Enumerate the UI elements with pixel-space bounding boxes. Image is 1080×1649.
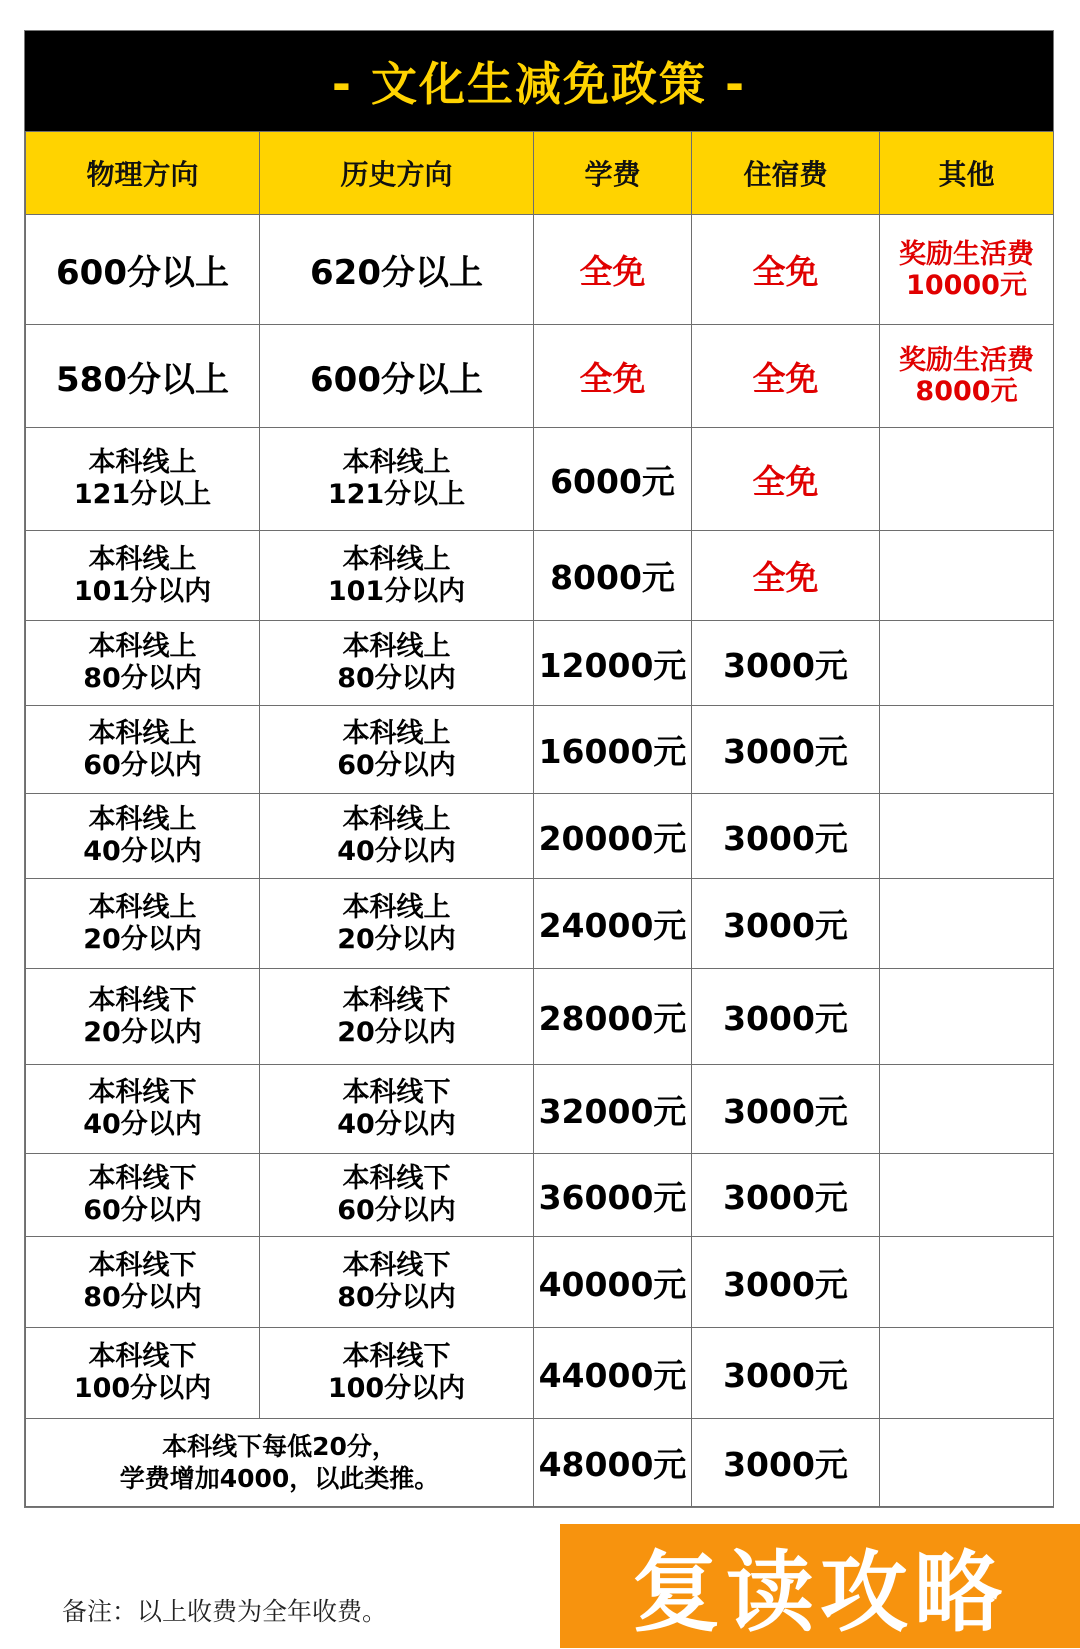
cell-history: 本科线上 20分以内: [260, 879, 534, 969]
cell-dorm: 3000元: [692, 794, 880, 879]
cell-tuition: 全免: [534, 325, 692, 428]
cell-other: [880, 1419, 1054, 1507]
cell-other: 奖励生活费 10000元: [880, 215, 1054, 325]
cell-dorm: 全免: [692, 325, 880, 428]
cell-dorm: 3000元: [692, 969, 880, 1065]
cell-other: [880, 1154, 1054, 1237]
table-row: [26, 1065, 1054, 1154]
table-row-last: [26, 1419, 1054, 1507]
cell-tuition: 48000元: [534, 1419, 692, 1507]
cell-history: 620分以上: [260, 215, 534, 325]
cell-physics: 本科线下 100分以内: [26, 1328, 260, 1419]
cell-history: 本科线下 20分以内: [260, 969, 534, 1065]
cell-tuition: 36000元: [534, 1154, 692, 1237]
cell-other: [880, 969, 1054, 1065]
cell-physics: 本科线下 20分以内: [26, 969, 260, 1065]
cell-physics: 本科线上 80分以内: [26, 621, 260, 706]
footnote: 备注：以上收费为全年收费。: [62, 1597, 388, 1626]
header-physics: 物理方向: [26, 132, 260, 215]
cell-tuition: 12000元: [534, 621, 692, 706]
policy-table-frame: [24, 30, 1054, 1508]
cell-tuition: 6000元: [534, 428, 692, 531]
cell-physics: 本科线上 121分以上: [26, 428, 260, 531]
table-row: [26, 428, 1054, 531]
cell-other: [880, 531, 1054, 621]
cell-other: [880, 621, 1054, 706]
watermark-banner: 复读攻略: [560, 1524, 1080, 1648]
cell-tuition: 全免: [534, 215, 692, 325]
table-row: [26, 325, 1054, 428]
header-other: 其他: [880, 132, 1054, 215]
cell-tuition: 28000元: [534, 969, 692, 1065]
cell-other: [880, 1237, 1054, 1328]
cell-other: [880, 1328, 1054, 1419]
cell-physics: 本科线上 40分以内: [26, 794, 260, 879]
cell-physics: 本科线下 60分以内: [26, 1154, 260, 1237]
header-row: [26, 132, 1054, 215]
cell-other: [880, 706, 1054, 794]
cell-tuition: 32000元: [534, 1065, 692, 1154]
cell-history: 本科线下 100分以内: [260, 1328, 534, 1419]
table-row: [26, 621, 1054, 706]
cell-history: 本科线下 40分以内: [260, 1065, 534, 1154]
table-row: [26, 531, 1054, 621]
cell-tuition: 16000元: [534, 706, 692, 794]
cell-other: [880, 794, 1054, 879]
cell-physics: 本科线上 101分以内: [26, 531, 260, 621]
cell-history: 本科线上 40分以内: [260, 794, 534, 879]
cell-dorm: 3000元: [692, 1065, 880, 1154]
cell-physics: 本科线上 20分以内: [26, 879, 260, 969]
header-history: 历史方向: [260, 132, 534, 215]
cell-physics: 本科线上 60分以内: [26, 706, 260, 794]
cell-merged-rule: 本科线下每低20分， 学费增加4000，以此类推。: [26, 1419, 534, 1507]
table-row: [26, 706, 1054, 794]
table-body: [26, 215, 1054, 1507]
cell-history: 本科线下 60分以内: [260, 1154, 534, 1237]
cell-history: 本科线上 121分以上: [260, 428, 534, 531]
cell-other: [880, 428, 1054, 531]
table-row: [26, 879, 1054, 969]
cell-history: 本科线上 60分以内: [260, 706, 534, 794]
header-dorm: 住宿费: [692, 132, 880, 215]
cell-dorm: 3000元: [692, 1154, 880, 1237]
policy-table: [25, 131, 1054, 1507]
cell-tuition: 8000元: [534, 531, 692, 621]
cell-dorm: 3000元: [692, 1328, 880, 1419]
cell-dorm: 3000元: [692, 1237, 880, 1328]
cell-dorm: 3000元: [692, 879, 880, 969]
cell-dorm: 3000元: [692, 621, 880, 706]
cell-tuition: 40000元: [534, 1237, 692, 1328]
cell-dorm: 3000元: [692, 706, 880, 794]
cell-tuition: 20000元: [534, 794, 692, 879]
table-row: [26, 1237, 1054, 1328]
cell-physics: 580分以上: [26, 325, 260, 428]
cell-tuition: 44000元: [534, 1328, 692, 1419]
table-row: [26, 1154, 1054, 1237]
page-title: - 文化生减免政策 -: [25, 31, 1053, 131]
cell-other: 奖励生活费 8000元: [880, 325, 1054, 428]
cell-history: 本科线上 101分以内: [260, 531, 534, 621]
cell-history: 600分以上: [260, 325, 534, 428]
header-tuition: 学费: [534, 132, 692, 215]
cell-dorm: 全免: [692, 531, 880, 621]
cell-physics: 600分以上: [26, 215, 260, 325]
cell-tuition: 24000元: [534, 879, 692, 969]
cell-physics: 本科线下 40分以内: [26, 1065, 260, 1154]
cell-dorm: 全免: [692, 428, 880, 531]
cell-other: [880, 1065, 1054, 1154]
table-row: [26, 1328, 1054, 1419]
table-row: [26, 215, 1054, 325]
cell-history: 本科线下 80分以内: [260, 1237, 534, 1328]
cell-other: [880, 879, 1054, 969]
cell-dorm: 全免: [692, 215, 880, 325]
table-row: [26, 794, 1054, 879]
cell-physics: 本科线下 80分以内: [26, 1237, 260, 1328]
cell-dorm: 3000元: [692, 1419, 880, 1507]
cell-history: 本科线上 80分以内: [260, 621, 534, 706]
table-row: [26, 969, 1054, 1065]
